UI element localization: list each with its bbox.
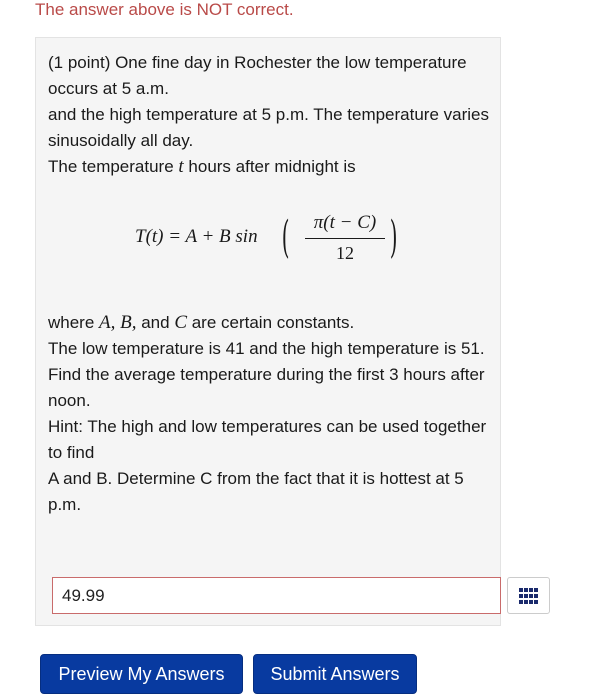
formula-fraction [305,212,385,264]
variable-t: t [178,156,184,177]
formula-lhs: T(t) = A + B sin [135,226,258,247]
text: where [48,313,100,332]
problem-line: and the high temperature at 5 p.m. The temperature varies [48,105,489,124]
fraction-bar [305,238,385,239]
text: hours after midnight is [183,157,356,176]
submit-answers-button[interactable]: Submit Answers [253,654,417,694]
problem-intro: (1 point) One fine day in Rochester the low temperature occurs at 5 a.m. [48,53,467,98]
text: are certain constants. [187,313,355,332]
problem-line [48,154,493,180]
problem-line [48,310,493,336]
problem-line: The low temperature is 41 and the high temperature is 51. [48,339,485,358]
left-paren: ( [281,212,290,263]
problem-statement [48,50,493,518]
text: The temperature [48,157,179,176]
problem-line: Find the average temperature during the first 3 hours after noon. [48,365,485,410]
answer-input[interactable] [52,577,501,614]
variables-a-b: A, B, [99,312,137,333]
problem-line: sinusoidally all day. [48,131,194,150]
variable-c: C [174,312,187,333]
problem-line: A and B. Determine C from the fact that it is hottest at 5 p.m. [48,469,464,514]
equation-editor-button[interactable] [507,577,550,614]
problem-line: Hint: The high and low temperatures can be used together to find [48,417,487,462]
grid-icon [519,588,539,604]
preview-answers-button[interactable]: Preview My Answers [40,654,243,694]
right-paren: ) [389,212,398,263]
text: and [136,313,175,332]
temperature-formula [135,212,435,282]
incorrect-answer-message: The answer above is NOT correct. [35,0,294,19]
fraction-denominator: 12 [336,243,354,263]
fraction-numerator: π(t − C) [313,212,377,233]
